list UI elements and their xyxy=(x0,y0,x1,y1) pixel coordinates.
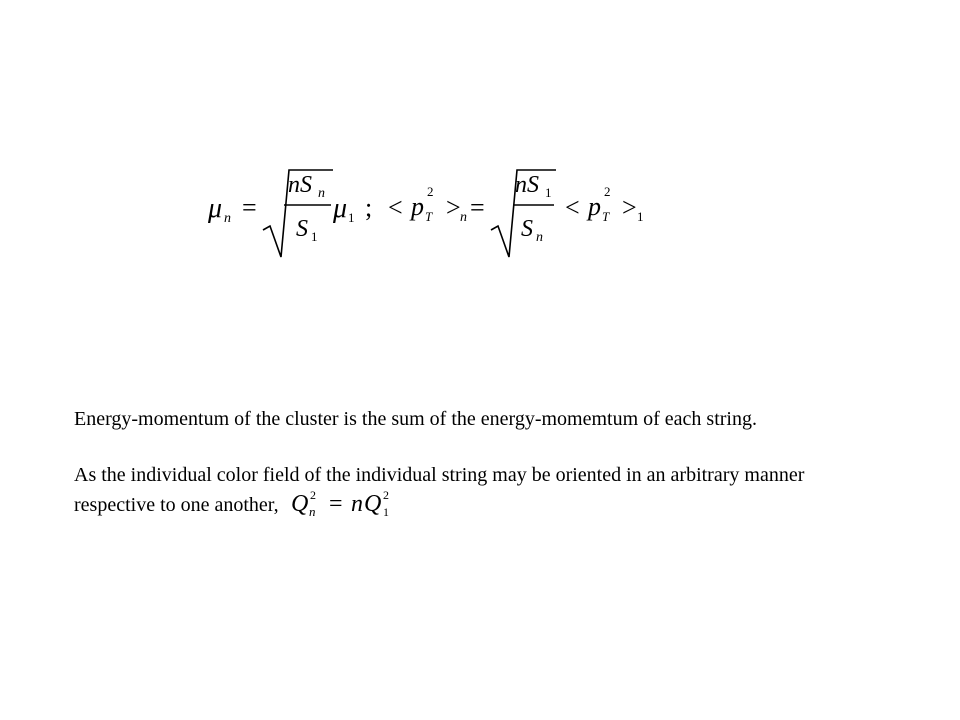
mu1-subscript: 1 xyxy=(348,210,355,225)
Q-symbol-2: Q xyxy=(363,491,382,517)
angle-close-2: > xyxy=(622,193,637,222)
p-sup-2: 2 xyxy=(604,184,611,199)
angle-sub-n: n xyxy=(460,210,467,225)
mu-subscript: n xyxy=(224,211,231,226)
angle-sub-1: 1 xyxy=(637,209,644,224)
equals-sign-2: = xyxy=(470,193,485,222)
angle-open-2: < xyxy=(565,193,580,222)
p-sup-1: 2 xyxy=(427,184,434,199)
Q-sub-2: 1 xyxy=(382,505,389,519)
Q-symbol-1: Q xyxy=(290,491,309,517)
denominator-1-S: S xyxy=(296,216,308,242)
inline-equation xyxy=(289,489,399,519)
p-sub-2: T xyxy=(602,209,610,224)
equals-sign-1: = xyxy=(242,193,257,222)
inline-equals: = xyxy=(328,491,343,517)
p-symbol-2: p xyxy=(588,192,601,221)
numerator-1-sub: n xyxy=(318,186,325,201)
p-symbol-1: p xyxy=(411,192,424,221)
paragraph-color-field-text: As the individual color field of the individual string may be oriented in an arbitrary manner respective to one another, xyxy=(74,464,805,516)
numerator-2-sub: 1 xyxy=(545,185,552,200)
angle-open-1: < xyxy=(388,193,403,222)
paragraph-energy-momentum: Energy-momentum of the cluster is the sum of the energy-momemtum of each string. xyxy=(74,408,757,430)
p-sub-1: T xyxy=(425,209,433,224)
mu-symbol: μ xyxy=(208,193,223,224)
Q-sup-2: 2 xyxy=(382,489,389,502)
inline-coef: n xyxy=(350,491,363,517)
denominator-2-S: S xyxy=(521,216,533,242)
denominator-2-sub: n xyxy=(536,230,543,245)
semicolon: ; xyxy=(365,193,373,222)
paragraph-color-field xyxy=(74,461,834,519)
numerator-2-nS: nS xyxy=(515,172,539,198)
denominator-1-sub: 1 xyxy=(311,229,318,244)
angle-close-1: > xyxy=(446,193,461,222)
paragraph-gap xyxy=(74,433,834,461)
Q-sup-1: 2 xyxy=(309,489,316,502)
body-text xyxy=(74,405,834,519)
mu1-symbol: μ xyxy=(333,193,348,224)
numerator-1-nS: nS xyxy=(288,172,312,198)
Q-sub-1: n xyxy=(308,504,316,519)
